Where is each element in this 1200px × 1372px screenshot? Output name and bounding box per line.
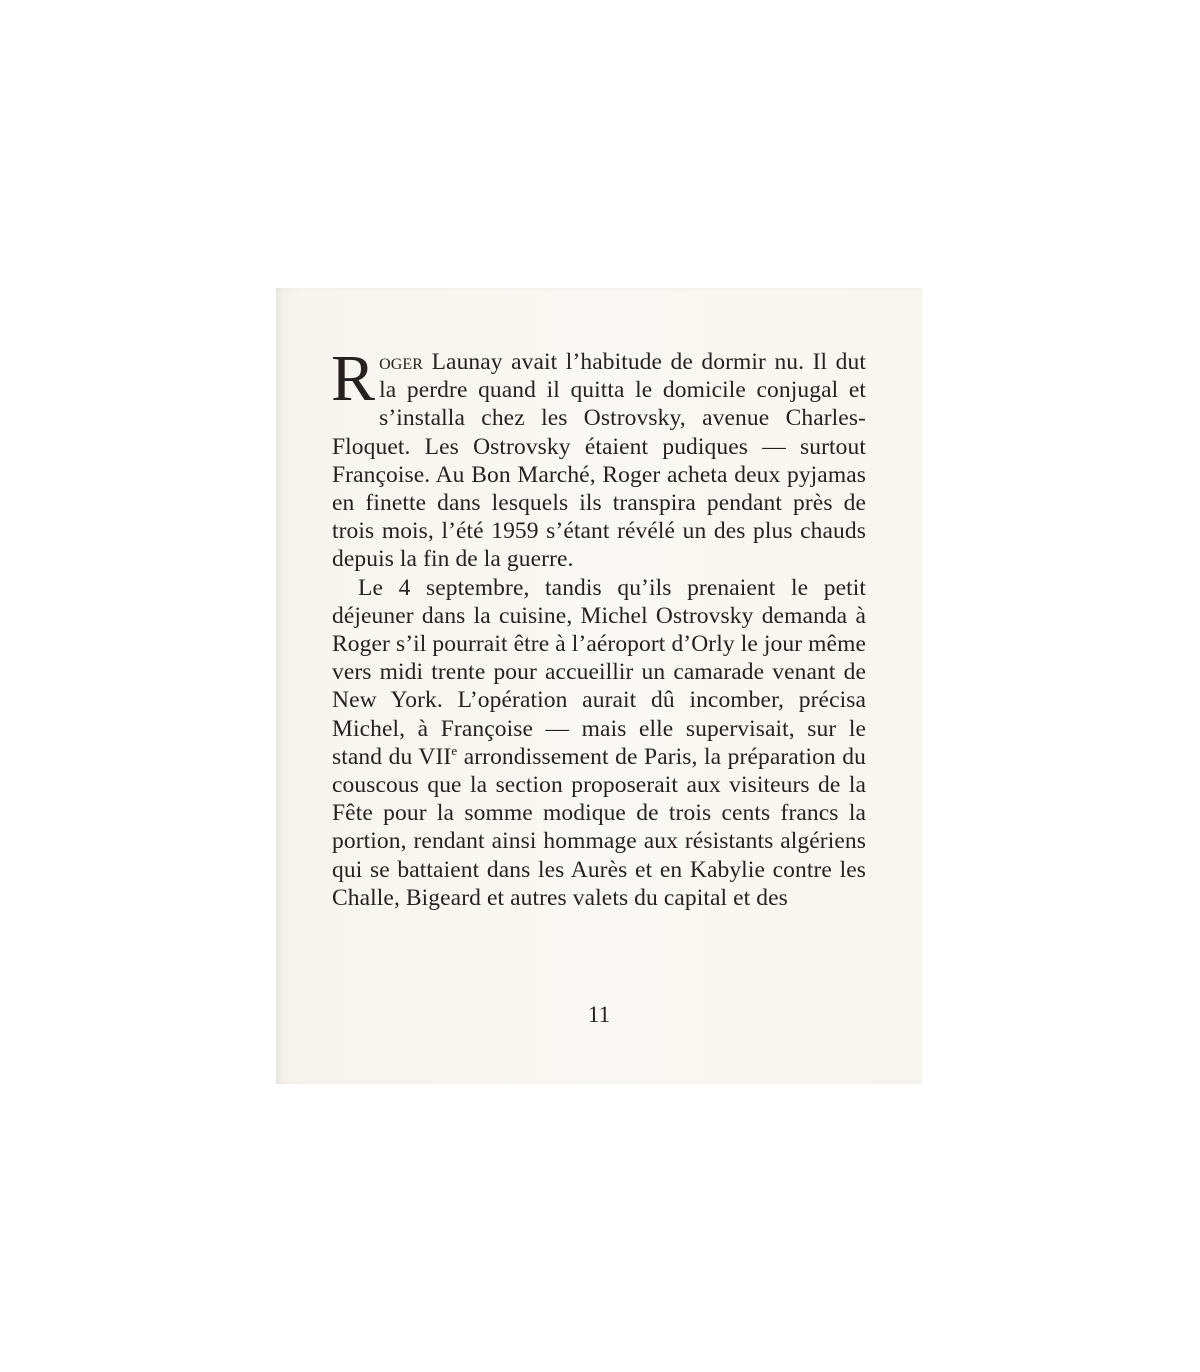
paragraph-1 [331,342,866,574]
book-page [276,288,922,1084]
paragraph-2 [332,574,866,912]
paragraph-2-text-b: arrondissement de Paris, la préparation du couscous que la section proposerait aux visiteurs de la Fête pour la somme modique de trois cents francs la portion, rendant ainsi hommage aux résistants algériens qui se battaient dans les Aurès et en Kabylie contre les Challe, Bigeard et autres valets du capital et des [332,743,866,911]
paragraph-1-text: Launay avait l’habitude de dormir nu. Il dut la perdre quand il quitta le domicile conjugal et s’installa chez les Ostrovsky, avenue Charles-Floquet. Les Ostrovsky étaient pudiques — surtout Françoise. Au Bon Marché, Roger acheta deux pyjamas en finette dans lesquels ils transpira pendant près de trois mois, l’été 1959 s’étant révélé un des plus chauds depuis la fin de la guerre. [332,349,866,573]
body-text [331,342,866,912]
small-caps-word: oger [379,349,424,375]
page-number: 11 [587,1002,611,1027]
drop-cap: R [331,342,376,415]
ordinal-superscript: e [451,742,458,758]
paragraph-2-text-a: Le 4 septembre, tandis qu’ils prenaient le petit déjeuner dans la cuisine, Michel Ostrovsky demanda à Roger s’il pourrait être à l’aéroport d’Orly le jour même vers midi trente pour accueillir un camarade venant de New York. L’opération aurait dû incomber, précisa Michel, à Françoise — mais elle supervisait, sur le stand du VII [332,574,866,770]
